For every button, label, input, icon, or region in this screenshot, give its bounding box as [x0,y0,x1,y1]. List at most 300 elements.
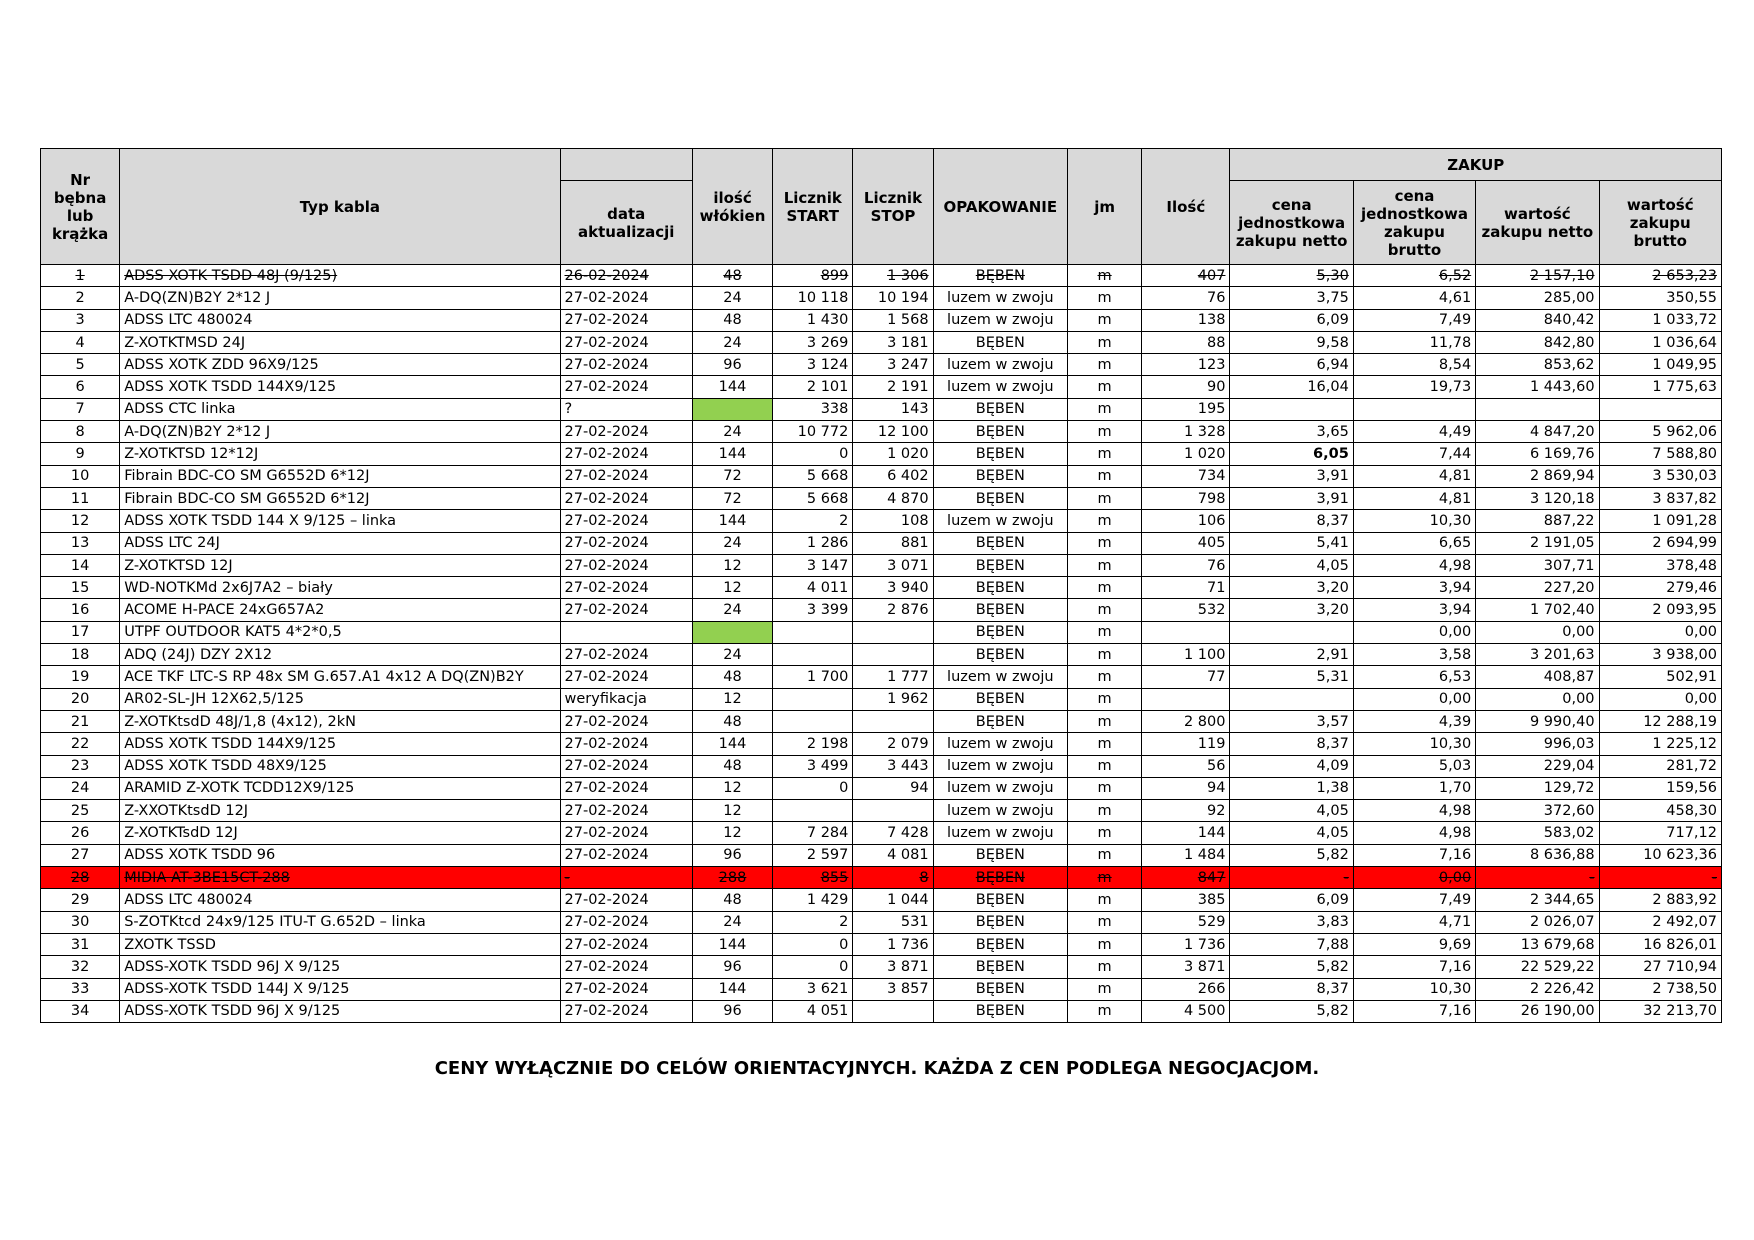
cell-opakowanie: BĘBEN [933,911,1067,933]
cell-cena-brutto: 4,39 [1353,710,1475,732]
cell-ilosc: 1 328 [1142,421,1230,443]
cell-wartosc-netto: 372,60 [1476,800,1599,822]
cell-nr: 32 [41,956,120,978]
cell-jm: m [1068,867,1142,889]
cell-ilosc: 529 [1142,911,1230,933]
cell-wartosc-netto: 8 636,88 [1476,844,1599,866]
cell-wartosc-netto [1476,398,1599,420]
table-row [41,331,1722,353]
cell-wartosc-brutto: 1 225,12 [1599,733,1721,755]
cell-nr: 5 [41,354,120,376]
cell-cena-netto: 8,37 [1230,510,1353,532]
table-row [41,777,1722,799]
cell-typ: ADSS-XOTK TSDD 96J X 9/125 [120,1000,560,1022]
cell-jm: m [1068,510,1142,532]
cell-ilosc: 1 736 [1142,933,1230,955]
table-row [41,733,1722,755]
cell-ilosc [1142,621,1230,643]
cell-opakowanie: luzem w zwoju [933,309,1067,331]
cell-cena-brutto: 19,73 [1353,376,1475,398]
cell-wartosc-brutto: 279,46 [1599,577,1721,599]
cell-nr: 6 [41,376,120,398]
cell-nr: 13 [41,532,120,554]
cell-cena-netto: 4,05 [1230,822,1353,844]
cell-typ: ADSS XOTK TSDD 144 X 9/125 – linka [120,510,560,532]
cell-wartosc-brutto: 502,91 [1599,666,1721,688]
cell-ilosc: 734 [1142,465,1230,487]
cell-ilosc: 4 500 [1142,1000,1230,1022]
cell-wlokna: 12 [692,822,772,844]
cell-start: 3 621 [773,978,853,1000]
cell-typ: ZXOTK TSSD [120,933,560,955]
cell-opakowanie: luzem w zwoju [933,510,1067,532]
cell-nr: 30 [41,911,120,933]
cell-data: 27-02-2024 [560,644,692,666]
cell-stop: 1 020 [853,443,933,465]
cell-wlokna: 96 [692,1000,772,1022]
table-row [41,465,1722,487]
cell-ilosc: 106 [1142,510,1230,532]
cell-wlokna: 48 [692,309,772,331]
cell-cena-brutto: 0,00 [1353,867,1475,889]
cell-wartosc-brutto: 1 049,95 [1599,354,1721,376]
table-row [41,577,1722,599]
cell-opakowanie: luzem w zwoju [933,666,1067,688]
cell-wartosc-netto: 2 157,10 [1476,265,1599,287]
cell-cena-netto: 1,38 [1230,777,1353,799]
cell-typ: Fibrain BDC-CO SM G6552D 6*12J [120,487,560,509]
cell-start: 2 597 [773,844,853,866]
cell-wartosc-netto: 0,00 [1476,688,1599,710]
cell-wartosc-brutto [1599,398,1721,420]
header-wartosc-brutto: wartość zakupu brutto [1599,181,1721,265]
cell-jm: m [1068,889,1142,911]
header-wartosc-netto: wartość zakupu netto [1476,181,1599,265]
cell-typ: ADSS-XOTK TSDD 144J X 9/125 [120,978,560,1000]
cell-wartosc-brutto: 3 837,82 [1599,487,1721,509]
cell-opakowanie: BĘBEN [933,844,1067,866]
cell-data: 27-02-2024 [560,309,692,331]
cell-wartosc-brutto: 1 036,64 [1599,331,1721,353]
table-row [41,309,1722,331]
cell-typ: ADSS XOTK TSDD 96 [120,844,560,866]
cell-jm: m [1068,1000,1142,1022]
table-row [41,510,1722,532]
cell-ilosc: 90 [1142,376,1230,398]
cell-wlokna: 288 [692,867,772,889]
cell-nr: 33 [41,978,120,1000]
cell-ilosc: 94 [1142,777,1230,799]
cell-cena-netto: 6,09 [1230,309,1353,331]
cell-cena-brutto: 6,52 [1353,265,1475,287]
cell-cena-netto: 5,82 [1230,844,1353,866]
cell-wartosc-brutto: 159,56 [1599,777,1721,799]
cell-opakowanie: BĘBEN [933,933,1067,955]
cable-inventory-table [40,148,1722,1023]
cell-nr: 4 [41,331,120,353]
cell-cena-netto: 5,82 [1230,956,1353,978]
cell-opakowanie: BĘBEN [933,487,1067,509]
cell-wlokna: 24 [692,911,772,933]
cell-stop: 1 962 [853,688,933,710]
cell-opakowanie: BĘBEN [933,710,1067,732]
cell-data: 27-02-2024 [560,822,692,844]
cell-ilosc: 138 [1142,309,1230,331]
cell-ilosc: 3 871 [1142,956,1230,978]
cell-typ: A-DQ(ZN)B2Y 2*12 J [120,421,560,443]
cell-cena-brutto: 4,81 [1353,487,1475,509]
cell-data: 27-02-2024 [560,376,692,398]
cell-cena-brutto: 0,00 [1353,621,1475,643]
cell-wartosc-netto: 9 990,40 [1476,710,1599,732]
cell-cena-netto: 3,20 [1230,577,1353,599]
cell-opakowanie: luzem w zwoju [933,800,1067,822]
cell-wlokna: 48 [692,666,772,688]
cell-start: 899 [773,265,853,287]
cell-wartosc-brutto: 2 694,99 [1599,532,1721,554]
cell-wartosc-brutto: 7 588,80 [1599,443,1721,465]
cell-opakowanie: BĘBEN [933,265,1067,287]
cell-stop: 8 [853,867,933,889]
cell-cena-brutto [1353,398,1475,420]
cell-wlokna: 144 [692,510,772,532]
cell-typ: ADSS CTC linka [120,398,560,420]
cell-cena-brutto: 4,98 [1353,822,1475,844]
cell-ilosc: 76 [1142,287,1230,309]
cell-stop: 108 [853,510,933,532]
cell-wartosc-brutto: 281,72 [1599,755,1721,777]
cell-opakowanie: BĘBEN [933,532,1067,554]
cell-jm: m [1068,421,1142,443]
cell-opakowanie: BĘBEN [933,443,1067,465]
cell-stop: 2 191 [853,376,933,398]
cell-cena-brutto: 4,71 [1353,911,1475,933]
cell-cena-netto: 4,09 [1230,755,1353,777]
cell-start: 7 284 [773,822,853,844]
cell-stop: 143 [853,398,933,420]
cell-nr: 27 [41,844,120,866]
cell-wartosc-netto: 996,03 [1476,733,1599,755]
table-header [41,149,1722,265]
cell-start [773,800,853,822]
header-wlokna: ilość włókien [692,149,772,265]
cell-wartosc-brutto: - [1599,867,1721,889]
cell-ilosc: 123 [1142,354,1230,376]
cell-start: 2 [773,911,853,933]
cell-wartosc-brutto: 5 962,06 [1599,421,1721,443]
cell-jm: m [1068,933,1142,955]
cell-cena-brutto: 4,98 [1353,554,1475,576]
cell-typ: UTPF OUTDOOR KAT5 4*2*0,5 [120,621,560,643]
cell-jm: m [1068,599,1142,621]
cell-stop [853,710,933,732]
table-row [41,398,1722,420]
cell-wlokna: 24 [692,421,772,443]
cell-jm: m [1068,822,1142,844]
cell-start [773,644,853,666]
cell-jm: m [1068,911,1142,933]
cell-typ: Z-XOTKTsdD 12J [120,822,560,844]
cell-start [773,621,853,643]
cell-cena-netto: - [1230,867,1353,889]
cell-stop: 3 443 [853,755,933,777]
cell-jm: m [1068,688,1142,710]
cell-cena-brutto: 4,49 [1353,421,1475,443]
cell-cena-brutto: 4,98 [1353,800,1475,822]
cell-stop: 3 871 [853,956,933,978]
cell-ilosc: 266 [1142,978,1230,1000]
cell-nr: 9 [41,443,120,465]
cell-start: 3 399 [773,599,853,621]
cell-start: 1 429 [773,889,853,911]
cell-cena-brutto: 4,81 [1353,465,1475,487]
cell-wartosc-netto: 583,02 [1476,822,1599,844]
cell-ilosc: 92 [1142,800,1230,822]
cell-wartosc-brutto: 378,48 [1599,554,1721,576]
cell-typ: A-DQ(ZN)B2Y 2*12 J [120,287,560,309]
header-typ-kabla: Typ kabla [120,149,560,265]
cell-cena-brutto: 7,44 [1353,443,1475,465]
cell-start [773,688,853,710]
cell-ilosc: 847 [1142,867,1230,889]
cell-nr: 1 [41,265,120,287]
cell-wlokna: 144 [692,978,772,1000]
table-row [41,800,1722,822]
cell-cena-netto: 7,88 [1230,933,1353,955]
cell-jm: m [1068,376,1142,398]
cell-wartosc-netto: 227,20 [1476,577,1599,599]
cell-data: 27-02-2024 [560,532,692,554]
header-cena-netto: cena jednostkowa zakupu netto [1230,181,1353,265]
cell-wlokna: 12 [692,577,772,599]
cell-data: 26-02-2024 [560,265,692,287]
cell-start: 0 [773,933,853,955]
cell-ilosc: 119 [1142,733,1230,755]
cell-typ: Z-XXOTKtsdD 12J [120,800,560,822]
cell-wlokna: 12 [692,800,772,822]
cell-jm: m [1068,265,1142,287]
cell-wlokna: 144 [692,443,772,465]
cell-cena-netto: 5,82 [1230,1000,1353,1022]
cell-ilosc: 77 [1142,666,1230,688]
cell-cena-netto: 3,57 [1230,710,1353,732]
cell-start: 0 [773,443,853,465]
cell-jm: m [1068,398,1142,420]
cell-wartosc-netto: 229,04 [1476,755,1599,777]
cell-data: 27-02-2024 [560,844,692,866]
cell-wartosc-brutto: 2 492,07 [1599,911,1721,933]
cell-jm: m [1068,710,1142,732]
cell-wartosc-brutto: 0,00 [1599,621,1721,643]
cell-cena-brutto: 11,78 [1353,331,1475,353]
cell-data: 27-02-2024 [560,465,692,487]
cell-nr: 8 [41,421,120,443]
header-data-top [560,149,692,181]
cell-cena-netto: 3,83 [1230,911,1353,933]
cell-ilosc: 56 [1142,755,1230,777]
cell-cena-netto: 4,05 [1230,554,1353,576]
cell-typ: AR02-SL-JH 12X62,5/125 [120,688,560,710]
cell-wartosc-brutto: 1 775,63 [1599,376,1721,398]
cell-stop: 7 428 [853,822,933,844]
cell-stop: 4 081 [853,844,933,866]
cell-cena-netto: 3,91 [1230,487,1353,509]
cell-typ: ACE TKF LTC-S RP 48x SM G.657.A1 4x12 A DQ(ZN)B2Y [120,666,560,688]
cell-stop: 881 [853,532,933,554]
cell-opakowanie: luzem w zwoju [933,287,1067,309]
cell-wartosc-netto: 26 190,00 [1476,1000,1599,1022]
cell-wartosc-brutto: 2 883,92 [1599,889,1721,911]
table-row [41,487,1722,509]
cell-cena-brutto: 9,69 [1353,933,1475,955]
cell-nr: 7 [41,398,120,420]
table-row [41,354,1722,376]
cell-data: 27-02-2024 [560,666,692,688]
cell-start: 0 [773,956,853,978]
cell-nr: 10 [41,465,120,487]
cell-data: 27-02-2024 [560,978,692,1000]
cell-jm: m [1068,577,1142,599]
cell-nr: 28 [41,867,120,889]
cell-wlokna: 12 [692,688,772,710]
cell-wartosc-brutto: 458,30 [1599,800,1721,822]
cell-typ: WD-NOTKMd 2x6J7A2 – biały [120,577,560,599]
cell-typ: ADSS LTC 24J [120,532,560,554]
cell-opakowanie: luzem w zwoju [933,354,1067,376]
cell-typ: MIDIA AT-3BE15CT-288 [120,867,560,889]
cell-typ: ADQ (24J) DZY 2X12 [120,644,560,666]
header-opakowanie: OPAKOWANIE [933,149,1067,265]
table-row [41,376,1722,398]
cell-stop [853,1000,933,1022]
header-licznik-stop: Licznik STOP [853,149,933,265]
cell-cena-netto: 3,20 [1230,599,1353,621]
table-row [41,287,1722,309]
cell-start: 2 198 [773,733,853,755]
cell-cena-brutto: 8,54 [1353,354,1475,376]
cell-stop: 12 100 [853,421,933,443]
cell-wartosc-brutto: 10 623,36 [1599,844,1721,866]
cell-cena-brutto: 1,70 [1353,777,1475,799]
cell-opakowanie: BĘBEN [933,577,1067,599]
cell-nr: 34 [41,1000,120,1022]
cell-cena-netto: 6,09 [1230,889,1353,911]
cell-jm: m [1068,733,1142,755]
table-body [41,265,1722,1023]
cell-typ: Z-XOTKTSD 12*12J [120,443,560,465]
table-row [41,421,1722,443]
cell-data: 27-02-2024 [560,755,692,777]
cell-stop: 10 194 [853,287,933,309]
cell-opakowanie: BĘBEN [933,688,1067,710]
cell-wartosc-netto: 4 847,20 [1476,421,1599,443]
cell-wartosc-netto: - [1476,867,1599,889]
cell-wartosc-brutto: 2 653,23 [1599,265,1721,287]
cell-data: 27-02-2024 [560,777,692,799]
cell-opakowanie: BĘBEN [933,889,1067,911]
cell-cena-netto: 4,05 [1230,800,1353,822]
cell-ilosc: 144 [1142,822,1230,844]
cell-ilosc: 76 [1142,554,1230,576]
header-ilosc: Ilość [1142,149,1230,265]
header-jm: jm [1068,149,1142,265]
cell-cena-netto: 9,58 [1230,331,1353,353]
cell-stop: 2 079 [853,733,933,755]
cell-nr: 18 [41,644,120,666]
header-cena-brutto: cena jednostkowa zakupu brutto [1353,181,1475,265]
table-row [41,822,1722,844]
table-row [41,911,1722,933]
cell-cena-brutto: 7,49 [1353,889,1475,911]
cell-data: 27-02-2024 [560,421,692,443]
cell-wartosc-netto: 0,00 [1476,621,1599,643]
cell-wartosc-netto: 1 702,40 [1476,599,1599,621]
cell-data: 27-02-2024 [560,443,692,465]
cell-ilosc: 1 100 [1142,644,1230,666]
cell-wlokna: 24 [692,644,772,666]
cell-opakowanie: BĘBEN [933,599,1067,621]
cell-typ: ARAMID Z-XOTK TCDD12X9/125 [120,777,560,799]
cell-wartosc-netto: 3 201,63 [1476,644,1599,666]
cell-wartosc-netto: 285,00 [1476,287,1599,309]
cell-opakowanie: BĘBEN [933,554,1067,576]
cell-jm: m [1068,287,1142,309]
cell-jm: m [1068,844,1142,866]
table-row [41,933,1722,955]
cell-jm: m [1068,487,1142,509]
cell-wartosc-brutto: 2 093,95 [1599,599,1721,621]
cell-opakowanie: luzem w zwoju [933,755,1067,777]
cell-wartosc-netto: 408,87 [1476,666,1599,688]
cell-data: 27-02-2024 [560,354,692,376]
cell-wlokna: 24 [692,331,772,353]
cell-stop: 2 876 [853,599,933,621]
cell-ilosc: 1 484 [1142,844,1230,866]
cell-start: 2 [773,510,853,532]
cell-cena-brutto: 6,65 [1353,532,1475,554]
cell-nr: 16 [41,599,120,621]
cell-wartosc-netto: 2 344,65 [1476,889,1599,911]
cell-wlokna [692,398,772,420]
cell-jm: m [1068,644,1142,666]
cell-ilosc: 405 [1142,532,1230,554]
cell-data: 27-02-2024 [560,577,692,599]
cell-jm: m [1068,309,1142,331]
cell-ilosc: 798 [1142,487,1230,509]
cell-nr: 26 [41,822,120,844]
cell-opakowanie: BĘBEN [933,1000,1067,1022]
table-row [41,956,1722,978]
cell-wlokna: 144 [692,733,772,755]
cell-data: 27-02-2024 [560,956,692,978]
cell-start: 1 430 [773,309,853,331]
cell-start [773,710,853,732]
cell-cena-netto: 5,30 [1230,265,1353,287]
cell-stop: 3 940 [853,577,933,599]
cell-jm: m [1068,621,1142,643]
cell-ilosc: 407 [1142,265,1230,287]
price-disclaimer: CENY WYŁĄCZNIE DO CELÓW ORIENTACYJNYCH. KAŻDA Z CEN PODLEGA NEGOCJACJOM. [434,1058,1320,1079]
cell-start: 3 499 [773,755,853,777]
table-row [41,532,1722,554]
cell-cena-netto: 6,94 [1230,354,1353,376]
cell-data: - [560,867,692,889]
cell-jm: m [1068,554,1142,576]
cell-wartosc-brutto: 350,55 [1599,287,1721,309]
table-row [41,755,1722,777]
cell-data: 27-02-2024 [560,554,692,576]
cell-wartosc-netto: 2 191,05 [1476,532,1599,554]
